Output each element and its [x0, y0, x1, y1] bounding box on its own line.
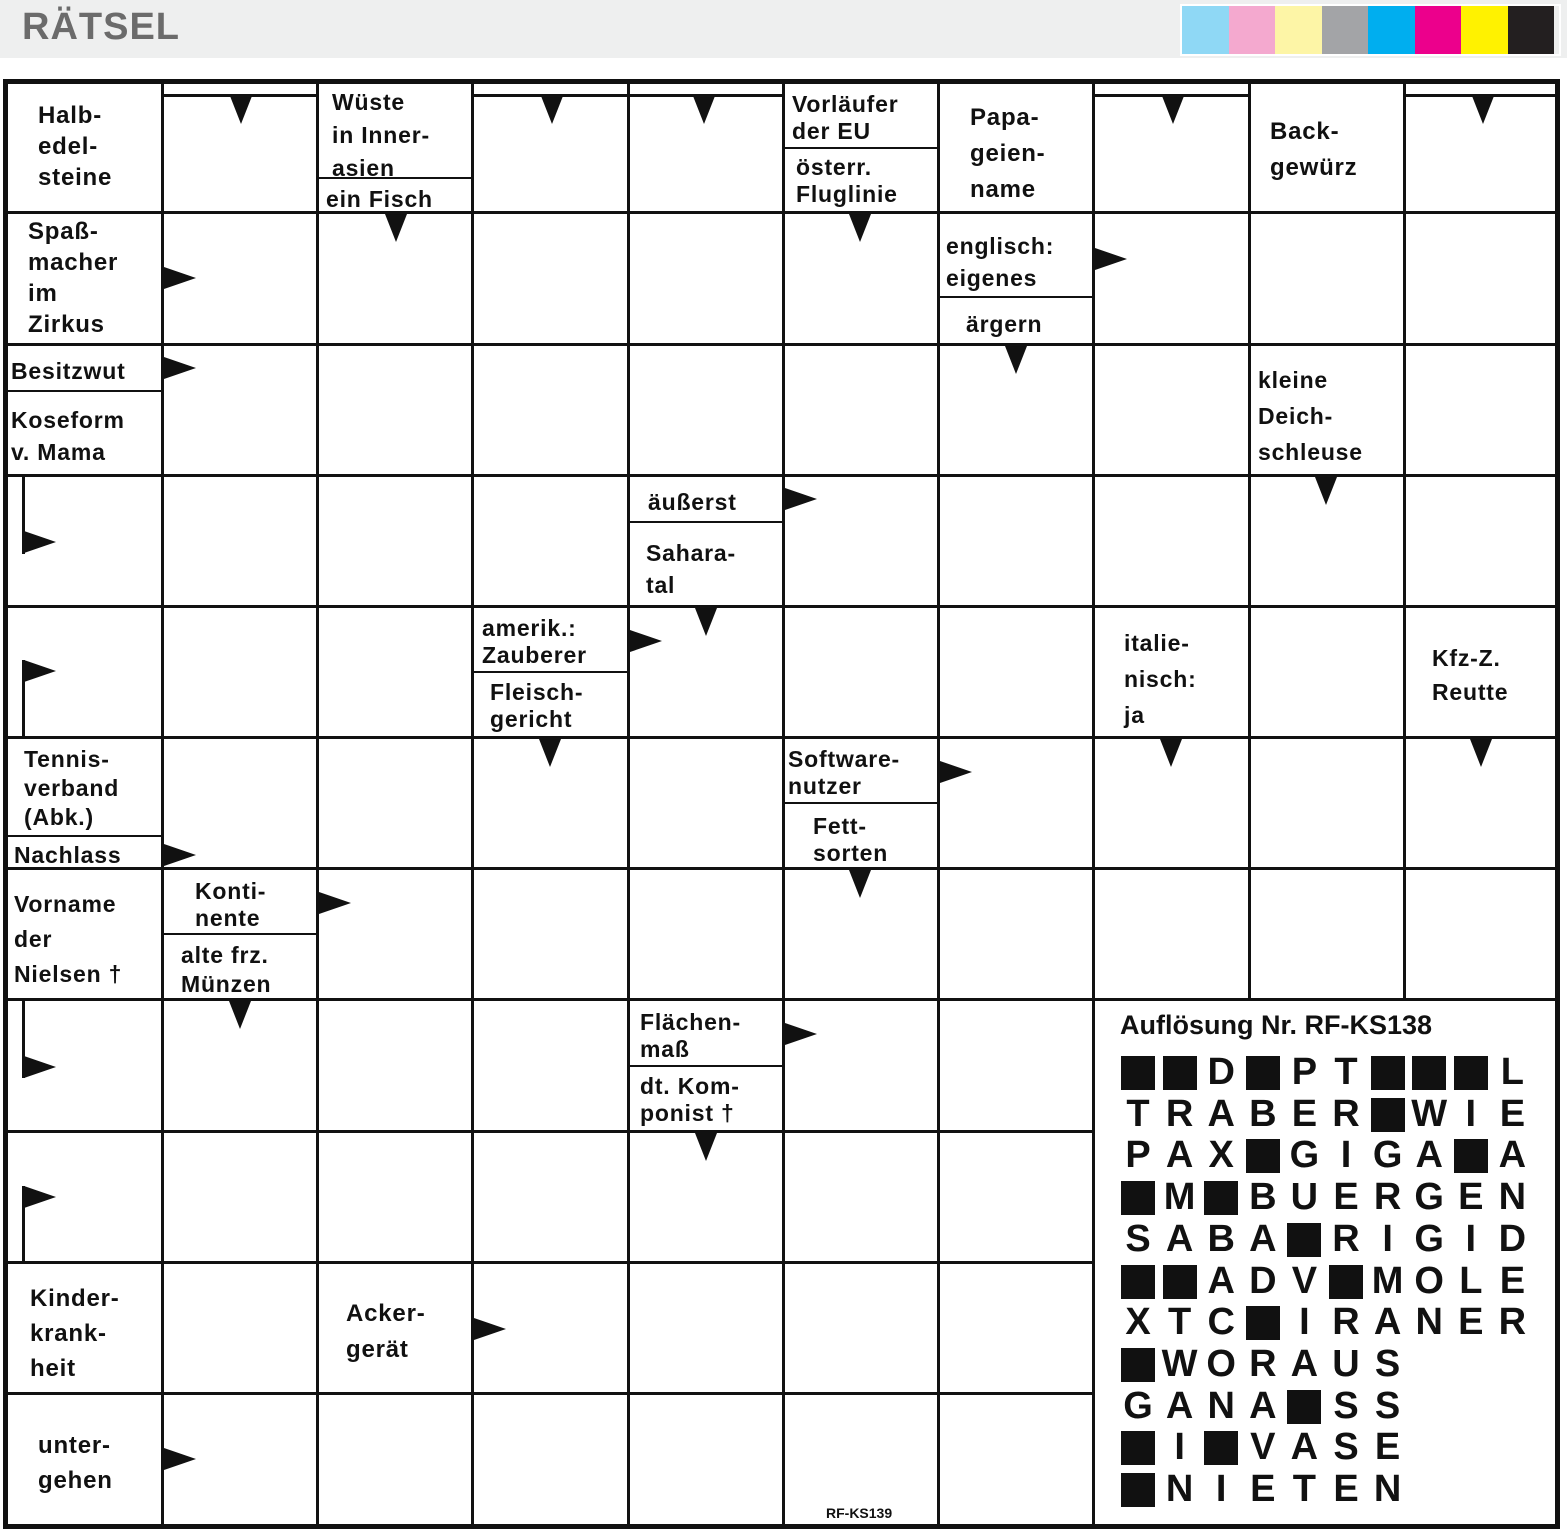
clue-divider	[164, 933, 317, 935]
clue-text: Tennis- verband (Abk.)	[24, 746, 120, 830]
clue-text: unter- gehen	[38, 1432, 113, 1494]
page-title: RÄTSEL	[22, 6, 180, 48]
grid-line	[316, 84, 319, 1526]
solution-black-square	[1371, 1098, 1405, 1132]
arrow-right-icon	[24, 1186, 56, 1208]
solution-black-square	[1163, 1056, 1197, 1090]
clue-text: österr. Fluglinie	[796, 154, 898, 207]
arrow-right-icon	[164, 267, 196, 289]
solution-black-square	[1287, 1223, 1321, 1257]
solution-black-square	[1163, 1265, 1197, 1299]
arrow-stem	[22, 477, 25, 554]
arrow-right-icon	[24, 660, 56, 682]
solution-letter: S	[1125, 1217, 1151, 1260]
clue-text: englisch: eigenes	[946, 233, 1055, 291]
clue-text: Koseform v. Mama	[11, 407, 125, 465]
clue-text: Fett- sorten	[813, 813, 889, 866]
solution-letter: E	[1374, 1426, 1401, 1469]
solution-letter: V	[1250, 1426, 1276, 1469]
solution-letter: V	[1291, 1259, 1318, 1302]
solution-letter: B	[1249, 1176, 1277, 1219]
arrow-down-icon	[695, 1133, 717, 1161]
arrow-right-icon	[164, 1448, 196, 1470]
arrow-down-icon	[1162, 96, 1184, 124]
clue-divider	[630, 521, 783, 523]
solution-black-square	[1121, 1265, 1155, 1299]
solution-letter: B	[1249, 1092, 1277, 1135]
grid-line	[937, 84, 940, 1526]
color-swatch	[1229, 6, 1276, 54]
solution-black-square	[1329, 1265, 1363, 1299]
solution-letter: R	[1332, 1301, 1360, 1344]
grid-line	[8, 867, 1557, 870]
solution-letter: I	[1382, 1217, 1393, 1260]
clue-text: alte frz. Münzen	[181, 942, 272, 997]
solution-letter: I	[1340, 1134, 1352, 1177]
solution-letter: D	[1498, 1217, 1527, 1260]
grid-line	[8, 736, 1557, 739]
solution-letter: S	[1333, 1426, 1359, 1469]
grid-line	[627, 84, 630, 1526]
solution-letter: I	[1299, 1301, 1310, 1344]
solution-letter: U	[1332, 1342, 1360, 1385]
solution-letter: C	[1207, 1301, 1235, 1344]
solution-black-square	[1121, 1181, 1155, 1215]
solution-letter: E	[1291, 1092, 1318, 1135]
solution-letter: A	[1249, 1384, 1277, 1427]
clue-text: ärgern	[966, 311, 1043, 337]
arrow-down-icon	[230, 96, 252, 124]
arrow-down-icon	[541, 96, 563, 124]
clue-text: äußerst	[648, 489, 737, 515]
solution-letter: G	[1123, 1384, 1153, 1427]
clue-text: Back- gewürz	[1270, 118, 1358, 181]
clue-divider	[785, 147, 938, 149]
solution-letter: R	[1332, 1217, 1360, 1260]
solution-black-square	[1454, 1056, 1488, 1090]
solution-letter: A	[1373, 1301, 1402, 1344]
clue-text: Besitzwut	[11, 358, 126, 384]
arrow-right-icon	[319, 892, 351, 914]
grid-line	[782, 84, 785, 1526]
solution-letter: G	[1414, 1176, 1444, 1219]
color-swatch	[1275, 6, 1322, 54]
grid-line	[8, 1392, 1094, 1395]
clue-divider	[940, 296, 1093, 298]
grid-line	[471, 84, 474, 1526]
arrow-right-icon	[24, 1056, 56, 1078]
solution-letter: A	[1290, 1342, 1319, 1385]
solution-letter: A	[1249, 1217, 1277, 1260]
arrow-down-icon	[1005, 346, 1027, 374]
clue-text: amerik.: Zauberer	[482, 615, 587, 668]
solution-letter: E	[1333, 1468, 1359, 1510]
clue-divider	[8, 835, 162, 837]
clue-text: Kinder- krank- heit	[30, 1285, 120, 1382]
solution-letter: P	[1291, 1051, 1318, 1093]
solution-letter: N	[1498, 1176, 1527, 1219]
solution-letter: D	[1207, 1051, 1235, 1093]
solution-letter: N	[1415, 1301, 1443, 1344]
solution-black-square	[1371, 1056, 1405, 1090]
solution-letter: R	[1249, 1342, 1277, 1385]
solution-letter: I	[1465, 1092, 1477, 1135]
clue-text: Kfz-Z. Reutte	[1432, 645, 1509, 705]
clue-text: Sahara- tal	[646, 540, 736, 598]
clue-text: Vorläufer der EU	[792, 91, 899, 144]
solution-letter: X	[1125, 1301, 1151, 1344]
solution-letter: G	[1414, 1217, 1444, 1260]
arrow-down-icon	[695, 608, 717, 636]
clue-text: Spaß- macher im Zirkus	[28, 218, 119, 338]
solution-black-square	[1121, 1431, 1155, 1465]
color-calibration-strip	[1180, 4, 1561, 56]
solution-letter: I	[1465, 1217, 1477, 1260]
clue-text: Halb- edel- steine	[38, 102, 113, 191]
solution-letter: E	[1499, 1092, 1526, 1135]
grid-line	[161, 84, 164, 1526]
solution-letter: G	[1372, 1134, 1403, 1177]
solution-letter: O	[1206, 1342, 1236, 1385]
arrow-right-icon	[940, 761, 972, 783]
arrow-right-icon	[630, 630, 662, 652]
arrow-right-icon	[1095, 248, 1127, 270]
arrow-right-icon	[785, 488, 817, 510]
color-swatch	[1508, 6, 1555, 54]
puzzle-code: RF-KS139	[826, 1505, 893, 1521]
clue-text: Vorname der Nielsen †	[14, 891, 123, 987]
solution-letter: M	[1371, 1259, 1404, 1302]
arrow-down-icon	[849, 870, 871, 898]
clue-text: dt. Kom- ponist †	[640, 1073, 740, 1126]
clue-text: Papa- geien- name	[970, 104, 1046, 203]
clue-divider	[8, 390, 162, 392]
clue-text: Konti- nente	[195, 878, 267, 931]
grid-line	[8, 211, 1557, 214]
clue-text: Nachlass	[14, 842, 122, 868]
header-bar	[0, 0, 1567, 58]
solution-letter: A	[1498, 1134, 1527, 1177]
arrow-right-icon	[785, 1023, 817, 1045]
clue-text: Software- nutzer	[788, 746, 900, 799]
solution-letter: R	[1165, 1092, 1194, 1135]
grid-line	[1092, 84, 1095, 1526]
solution-letter: S	[1374, 1384, 1401, 1427]
arrow-down-icon	[693, 96, 715, 124]
solution-letter: G	[1289, 1134, 1320, 1177]
arrow-down-icon	[385, 214, 407, 242]
clue-divider	[474, 671, 628, 673]
solution-black-square	[1454, 1139, 1488, 1173]
solution-letter: R	[1373, 1176, 1402, 1219]
solution-letter: P	[1125, 1134, 1151, 1177]
solution-letter: E	[1499, 1259, 1526, 1302]
solution-letter: T	[1292, 1468, 1316, 1510]
arrow-down-icon	[1315, 477, 1337, 505]
solution-black-square	[1246, 1056, 1280, 1090]
color-swatch	[1415, 6, 1462, 54]
color-swatch	[1182, 6, 1229, 54]
arrow-down-icon	[229, 1001, 251, 1029]
solution-letter: E	[1333, 1176, 1359, 1219]
solution-black-square	[1204, 1181, 1238, 1215]
solution-black-square	[1121, 1056, 1155, 1090]
clue-text: Fleisch- gericht	[490, 679, 584, 732]
solution-letter: A	[1165, 1217, 1194, 1260]
clue-divider	[785, 802, 938, 804]
clue-text: ein Fisch	[326, 186, 433, 212]
solution-letter: I	[1215, 1468, 1227, 1510]
clue-text: Wüste in Inner- asien	[332, 89, 430, 181]
solution-letter: R	[1498, 1301, 1527, 1344]
solution-letter: L	[1459, 1259, 1483, 1302]
arrow-right-icon	[24, 531, 56, 553]
solution-title: Auflösung Nr. RF-KS138	[1120, 1010, 1433, 1040]
grid-line	[1403, 84, 1406, 1000]
clue-text: Acker- gerät	[346, 1300, 426, 1363]
arrow-down-icon	[849, 214, 871, 242]
color-swatch	[1461, 6, 1508, 54]
color-swatch	[1368, 6, 1415, 54]
solution-letter: N	[1165, 1468, 1194, 1510]
arrow-stem	[22, 1001, 25, 1078]
arrow-right-icon	[474, 1318, 506, 1340]
solution-black-square	[1287, 1390, 1321, 1424]
solution-letter: A	[1207, 1092, 1235, 1135]
arrow-right-icon	[164, 357, 196, 379]
solution-letter: D	[1249, 1259, 1277, 1302]
solution-letter: X	[1208, 1134, 1234, 1177]
solution-letter: I	[1174, 1426, 1185, 1469]
arrow-down-icon	[1470, 739, 1492, 767]
solution-letter: O	[1414, 1259, 1444, 1302]
solution-letter: A	[1165, 1134, 1194, 1177]
solution-letter: A	[1207, 1259, 1235, 1302]
arrow-stem	[22, 660, 25, 737]
solution-black-square	[1121, 1348, 1155, 1382]
solution-black-square	[1246, 1306, 1280, 1340]
solution-letter: A	[1290, 1426, 1319, 1469]
clue-text: kleine Deich- schleuse	[1258, 367, 1363, 465]
grid-line	[1248, 84, 1251, 1000]
solution-letter: E	[1458, 1301, 1484, 1344]
arrow-down-icon	[1472, 96, 1494, 124]
solution-letter: U	[1290, 1176, 1319, 1219]
solution-letter: A	[1415, 1134, 1443, 1177]
solution-letter: T	[1126, 1092, 1150, 1135]
solution-letter: R	[1332, 1092, 1360, 1135]
solution-letter: E	[1250, 1468, 1276, 1510]
solution-letter: M	[1163, 1176, 1196, 1219]
solution-letter: T	[1167, 1301, 1192, 1344]
solution-letter: L	[1500, 1051, 1524, 1093]
clue-text: italie- nisch: ja	[1124, 630, 1197, 728]
grid-line	[8, 605, 1557, 608]
arrow-down-icon	[539, 739, 561, 767]
arrow-down-icon	[1160, 739, 1182, 767]
clue-divider	[630, 1065, 783, 1067]
arrow-stem	[22, 1186, 25, 1262]
solution-letter: N	[1207, 1384, 1235, 1427]
solution-black-square	[1121, 1473, 1155, 1507]
color-swatch	[1322, 6, 1369, 54]
solution-letter: E	[1458, 1176, 1484, 1219]
grid-line	[8, 1261, 1094, 1264]
solution-black-square	[1204, 1431, 1238, 1465]
solution-letter: S	[1374, 1342, 1401, 1385]
solution-black-square	[1412, 1056, 1446, 1090]
solution-letter: W	[1411, 1092, 1448, 1135]
solution-letter: B	[1207, 1217, 1235, 1260]
arrow-right-icon	[164, 844, 196, 866]
grid-line	[8, 343, 1557, 346]
solution-black-square	[1246, 1139, 1280, 1173]
solution-letter: W	[1161, 1342, 1198, 1385]
clue-text: Flächen- maß	[640, 1009, 741, 1062]
grid-line	[8, 1130, 1094, 1133]
solution-letter: T	[1334, 1051, 1358, 1093]
solution-letter: A	[1165, 1384, 1194, 1427]
solution-letter: N	[1373, 1468, 1402, 1510]
solution-letter: S	[1333, 1384, 1359, 1427]
